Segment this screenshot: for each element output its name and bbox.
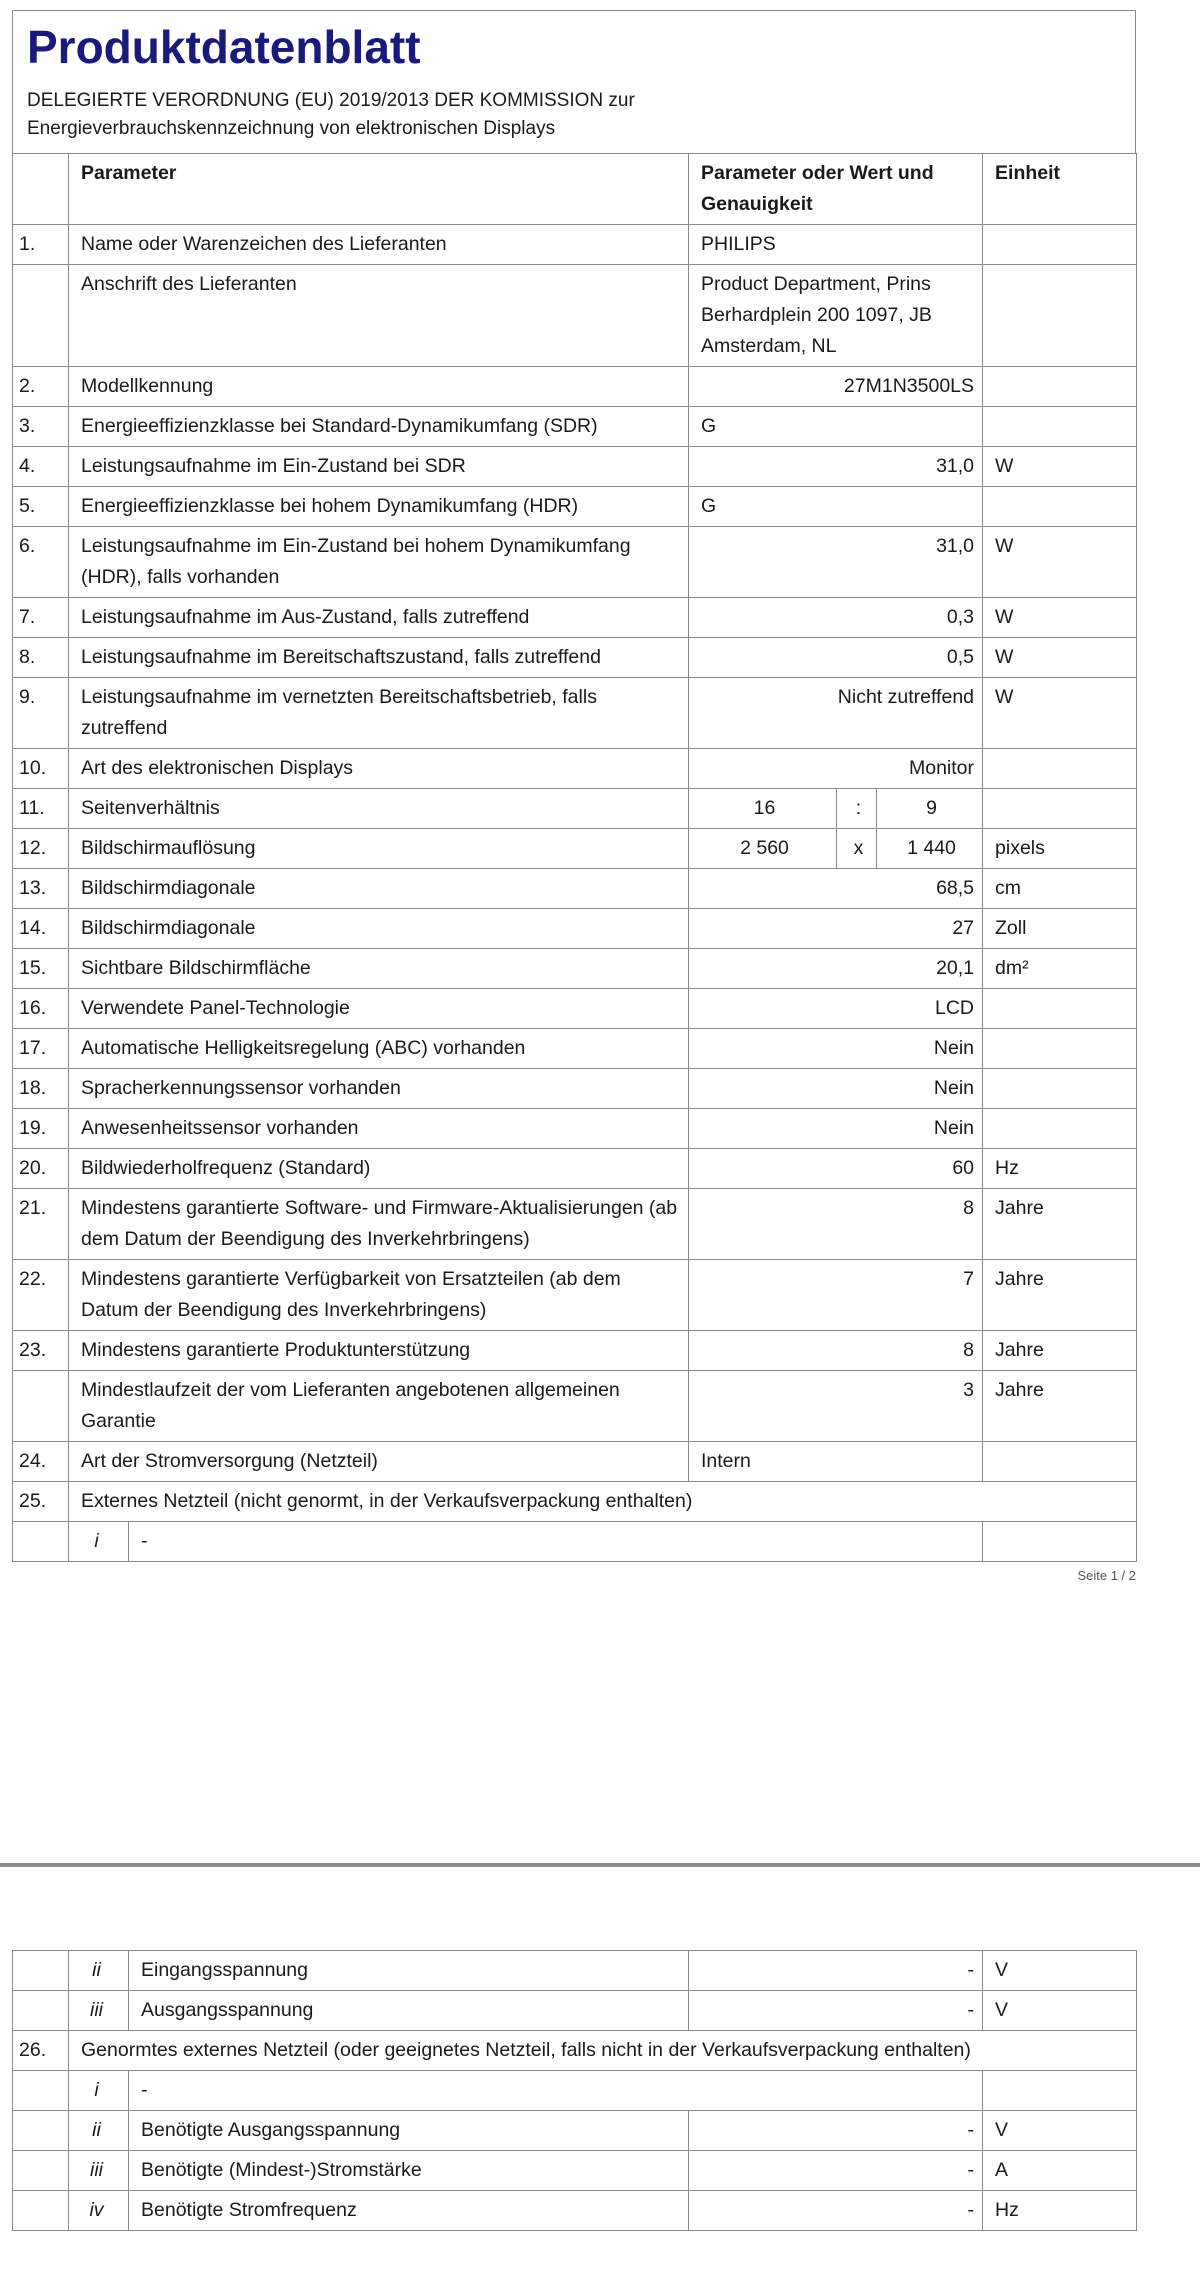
parameter-value: G — [689, 487, 983, 527]
parameter-label: Leistungsaufnahme im Ein-Zustand bei SDR — [69, 447, 689, 487]
row-number — [13, 2191, 69, 2231]
parameter-label: Name oder Warenzeichen des Lieferanten — [69, 225, 689, 265]
parameter-label: Spracherkennungssensor vorhanden — [69, 1069, 689, 1109]
parameter-label: Bildschirmauflösung — [69, 829, 689, 869]
parameter-label: Mindestlaufzeit der vom Lieferanten angebotenen allgemeinen Garantie — [69, 1371, 689, 1442]
table-row — [13, 2151, 1137, 2191]
parameter-label: Anschrift des Lieferanten — [69, 265, 689, 367]
row-number: 24. — [13, 1442, 69, 1482]
sub-item-number: ii — [69, 2111, 129, 2151]
unit — [983, 2071, 1137, 2111]
unit — [983, 1109, 1137, 1149]
parameter-label: Mindestens garantierte Software- und Firmware-Aktualisierungen (ab dem Datum der Beendigung des Inverkehrbringens) — [69, 1189, 689, 1260]
parameter-value: 27 — [689, 909, 983, 949]
parameter-value: 0,5 — [689, 638, 983, 678]
sub-item-number: i — [69, 2071, 129, 2111]
table-row — [13, 749, 1137, 789]
value-separator: : — [837, 789, 877, 829]
table-row — [13, 829, 1137, 869]
table-row — [13, 1371, 1137, 1442]
row-number: 14. — [13, 909, 69, 949]
table-row — [13, 1991, 1137, 2031]
unit — [983, 265, 1137, 367]
row-number — [13, 265, 69, 367]
parameter-value: Nicht zutreffend — [689, 678, 983, 749]
table-row — [13, 367, 1137, 407]
parameter-value: 27M1N3500LS — [689, 367, 983, 407]
unit — [983, 367, 1137, 407]
page-divider — [0, 1863, 1200, 1867]
parameter-label: Leistungsaufnahme im Aus-Zustand, falls zutreffend — [69, 598, 689, 638]
table-row — [13, 869, 1137, 909]
value-separator: x — [837, 829, 877, 869]
table-header-row — [13, 154, 1137, 225]
regulation-line-1: DELEGIERTE VERORDNUNG (EU) 2019/2013 DER KOMMISSION zur — [27, 90, 635, 111]
parameter-label: Benötigte Stromfrequenz — [129, 2191, 689, 2231]
table-row — [13, 447, 1137, 487]
sub-item-value: - — [129, 2071, 983, 2111]
row-number: 10. — [13, 749, 69, 789]
parameter-value: 68,5 — [689, 869, 983, 909]
table-row — [13, 407, 1137, 447]
row-number — [13, 1951, 69, 1991]
unit: W — [983, 527, 1137, 598]
parameter-label: Modellkennung — [69, 367, 689, 407]
header-parameter: Parameter — [69, 154, 689, 225]
table-row — [13, 1189, 1137, 1260]
row-number: 12. — [13, 829, 69, 869]
parameter-rows — [13, 225, 1137, 1562]
sub-item-number: iii — [69, 2151, 129, 2191]
unit: dm² — [983, 949, 1137, 989]
datasheet-page-1 — [12, 10, 1136, 1583]
table-row — [13, 1331, 1137, 1371]
row-number: 23. — [13, 1331, 69, 1371]
header-value: Parameter oder Wert und Genauigkeit — [689, 154, 983, 225]
row-number: 7. — [13, 598, 69, 638]
parameter-value: 8 — [689, 1189, 983, 1260]
parameter-value: 31,0 — [689, 447, 983, 487]
row-number: 13. — [13, 869, 69, 909]
parameter-label: Automatische Helligkeitsregelung (ABC) vorhanden — [69, 1029, 689, 1069]
value-part-2: 1 440 — [877, 829, 983, 869]
parameter-value: 8 — [689, 1331, 983, 1371]
table-row — [13, 1149, 1137, 1189]
row-number: 21. — [13, 1189, 69, 1260]
row-number: 25. — [13, 1482, 69, 1522]
table-row — [13, 909, 1137, 949]
parameter-value: 7 — [689, 1260, 983, 1331]
table-row — [13, 1522, 1137, 1562]
table-row — [13, 225, 1137, 265]
sub-item-number: iii — [69, 1991, 129, 2031]
parameter-value: - — [689, 2191, 983, 2231]
row-number — [13, 1522, 69, 1562]
parameter-label: Eingangsspannung — [129, 1951, 689, 1991]
row-number — [13, 1371, 69, 1442]
row-number: 15. — [13, 949, 69, 989]
datasheet-page-2 — [12, 1950, 1136, 2231]
unit: cm — [983, 869, 1137, 909]
table-row — [13, 1260, 1137, 1331]
unit: V — [983, 2111, 1137, 2151]
table-row — [13, 1069, 1137, 1109]
unit: Jahre — [983, 1331, 1137, 1371]
table-row — [13, 487, 1137, 527]
parameter-label: Anwesenheitssensor vorhanden — [69, 1109, 689, 1149]
parameter-value: Nein — [689, 1109, 983, 1149]
table-row — [13, 1482, 1137, 1522]
unit: W — [983, 447, 1137, 487]
row-number: 1. — [13, 225, 69, 265]
table-row — [13, 527, 1137, 598]
parameter-value: 20,1 — [689, 949, 983, 989]
header-unit: Einheit — [983, 154, 1137, 225]
row-number: 5. — [13, 487, 69, 527]
parameter-label: Energieeffizienzklasse bei hohem Dynamikumfang (HDR) — [69, 487, 689, 527]
unit: Hz — [983, 1149, 1137, 1189]
table-row — [13, 949, 1137, 989]
parameter-value: 60 — [689, 1149, 983, 1189]
parameter-label: Leistungsaufnahme im vernetzten Bereitschaftsbetrieb, falls zutreffend — [69, 678, 689, 749]
unit — [983, 225, 1137, 265]
value-part-1: 2 560 — [689, 829, 837, 869]
parameter-label: Bildschirmdiagonale — [69, 909, 689, 949]
parameter-value: 3 — [689, 1371, 983, 1442]
row-number — [13, 2071, 69, 2111]
parameter-label: Verwendete Panel-Technologie — [69, 989, 689, 1029]
unit — [983, 1069, 1137, 1109]
parameter-value: Monitor — [689, 749, 983, 789]
unit — [983, 789, 1137, 829]
row-number: 11. — [13, 789, 69, 829]
unit: V — [983, 1991, 1137, 2031]
parameter-label: Mindestens garantierte Verfügbarkeit von Ersatzteilen (ab dem Datum der Beendigung des Inverkehrbringens) — [69, 1260, 689, 1331]
page-number: Seite 1 / 2 — [1077, 1568, 1136, 1583]
row-number: 22. — [13, 1260, 69, 1331]
parameter-value: - — [689, 1991, 983, 2031]
table-row — [13, 638, 1137, 678]
parameter-value: 0,3 — [689, 598, 983, 638]
unit: pixels — [983, 829, 1137, 869]
unit: Zoll — [983, 909, 1137, 949]
unit: V — [983, 1951, 1137, 1991]
row-number — [13, 1991, 69, 2031]
parameter-value: G — [689, 407, 983, 447]
parameter-label: Externes Netzteil (nicht genormt, in der Verkaufsverpackung enthalten) — [69, 1482, 1137, 1522]
unit: Jahre — [983, 1260, 1137, 1331]
row-number: 9. — [13, 678, 69, 749]
row-number: 8. — [13, 638, 69, 678]
parameter-label: Bildwiederholfrequenz (Standard) — [69, 1149, 689, 1189]
table-row — [13, 1442, 1137, 1482]
parameter-label: Benötigte Ausgangsspannung — [129, 2111, 689, 2151]
table-row — [13, 1029, 1137, 1069]
row-number: 4. — [13, 447, 69, 487]
row-number: 18. — [13, 1069, 69, 1109]
parameter-label: Art der Stromversorgung (Netzteil) — [69, 1442, 689, 1482]
unit — [983, 989, 1137, 1029]
parameter-label: Leistungsaufnahme im Ein-Zustand bei hohem Dynamikumfang (HDR), falls vorhanden — [69, 527, 689, 598]
parameter-value: Intern — [689, 1442, 983, 1482]
parameter-value: Nein — [689, 1029, 983, 1069]
parameter-label: Genormtes externes Netzteil (oder geeignetes Netzteil, falls nicht in der Verkaufsverpackung enthalten) — [69, 2031, 1137, 2071]
parameter-label: Energieeffizienzklasse bei Standard-Dynamikumfang (SDR) — [69, 407, 689, 447]
table-row — [13, 678, 1137, 749]
parameter-label: Ausgangsspannung — [129, 1991, 689, 2031]
value-part-2: 9 — [877, 789, 983, 829]
table-row — [13, 2031, 1137, 2071]
table-row — [13, 1109, 1137, 1149]
datasheet-header — [12, 10, 1136, 153]
header-number-cell — [13, 154, 69, 225]
parameter-label: Benötigte (Mindest-)Stromstärke — [129, 2151, 689, 2191]
row-number: 3. — [13, 407, 69, 447]
unit: W — [983, 598, 1137, 638]
table-row — [13, 1951, 1137, 1991]
row-number: 26. — [13, 2031, 69, 2071]
parameter-value: Product Department, Prins Berhardplein 200 1097, JB Amsterdam, NL — [689, 265, 983, 367]
table-row — [13, 2191, 1137, 2231]
regulation-line-2: Energieverbrauchskennzeichnung von elektronischen Displays — [27, 118, 556, 139]
row-number — [13, 2151, 69, 2191]
sub-item-number: ii — [69, 1951, 129, 1991]
row-number: 2. — [13, 367, 69, 407]
unit — [983, 1522, 1137, 1562]
unit — [983, 1029, 1137, 1069]
table-row — [13, 2071, 1137, 2111]
table-row — [13, 2111, 1137, 2151]
page-title: Produktdatenblatt — [27, 21, 421, 73]
sub-item-number: i — [69, 1522, 129, 1562]
sub-item-value: - — [129, 1522, 983, 1562]
parameter-label: Bildschirmdiagonale — [69, 869, 689, 909]
parameter-label: Sichtbare Bildschirmfläche — [69, 949, 689, 989]
row-number — [13, 2111, 69, 2151]
parameter-table-continued — [12, 1950, 1137, 2231]
parameter-value: - — [689, 2111, 983, 2151]
unit: W — [983, 638, 1137, 678]
table-row — [13, 789, 1137, 829]
unit: A — [983, 2151, 1137, 2191]
unit — [983, 749, 1137, 789]
row-number: 6. — [13, 527, 69, 598]
table-row — [13, 598, 1137, 638]
unit: W — [983, 678, 1137, 749]
parameter-label: Leistungsaufnahme im Bereitschaftszustand, falls zutreffend — [69, 638, 689, 678]
parameter-value: Nein — [689, 1069, 983, 1109]
table-row — [13, 265, 1137, 367]
parameter-rows-continued — [13, 1951, 1137, 2231]
parameter-label: Art des elektronischen Displays — [69, 749, 689, 789]
parameter-label: Seitenverhältnis — [69, 789, 689, 829]
unit — [983, 407, 1137, 447]
parameter-table — [12, 153, 1137, 1562]
parameter-label: Mindestens garantierte Produktunterstützung — [69, 1331, 689, 1371]
sub-item-number: iv — [69, 2191, 129, 2231]
parameter-value: - — [689, 2151, 983, 2191]
row-number: 20. — [13, 1149, 69, 1189]
unit: Jahre — [983, 1371, 1137, 1442]
parameter-value: 31,0 — [689, 527, 983, 598]
row-number: 17. — [13, 1029, 69, 1069]
parameter-value: - — [689, 1951, 983, 1991]
parameter-value: LCD — [689, 989, 983, 1029]
value-part-1: 16 — [689, 789, 837, 829]
parameter-value: PHILIPS — [689, 225, 983, 265]
row-number: 16. — [13, 989, 69, 1029]
table-row — [13, 989, 1137, 1029]
unit: Jahre — [983, 1189, 1137, 1260]
unit — [983, 487, 1137, 527]
unit — [983, 1442, 1137, 1482]
unit: Hz — [983, 2191, 1137, 2231]
row-number: 19. — [13, 1109, 69, 1149]
